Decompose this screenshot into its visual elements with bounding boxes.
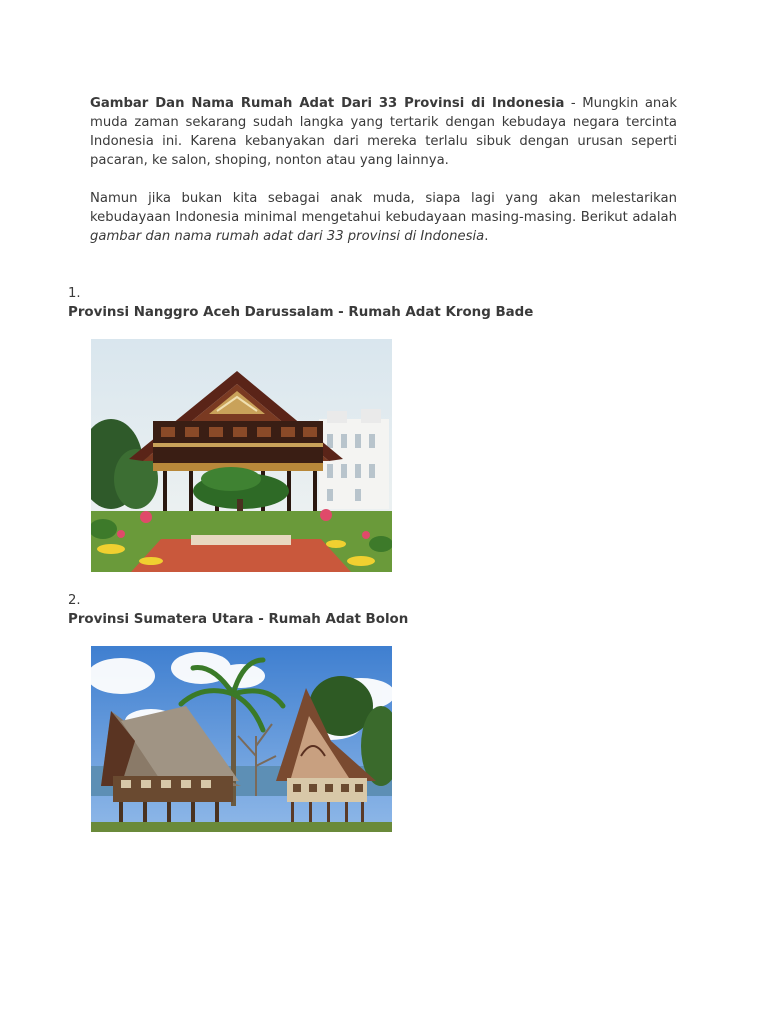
second-paragraph-text: Namun jika bukan kita sebagai anak muda, siapa lagi yang akan melestarikan kebudayaan Indonesia minimal mengetahui kebudayaan masing-masing. Berikut adalah	[90, 191, 677, 225]
entry-number: 1.	[68, 286, 81, 301]
rumah-adat-krong-bade-photo	[91, 339, 392, 572]
second-paragraph-end: .	[484, 229, 489, 244]
second-paragraph-italic: gambar dan nama rumah adat dari 33 provinsi di Indonesia	[90, 229, 485, 244]
intro-text: - Mungkin anak muda zaman sekarang sudah langka yang tertarik dengan kebudaya negara tercinta Indonesia ini. Karena kebanyakan dari mereka terlalu sibuk dengan urusan seperti pacaran, ke salon, shoping, nonton atau yang lainnya.	[90, 96, 677, 168]
rumah-adat-bolon-photo	[91, 646, 392, 832]
intro-title: Gambar Dan Nama Rumah Adat Dari 33 Provinsi di Indonesia	[90, 96, 565, 111]
entry-number: 2.	[68, 593, 81, 608]
intro-paragraph	[90, 94, 677, 170]
second-paragraph	[90, 189, 677, 246]
entry-heading: Provinsi Sumatera Utara - Rumah Adat Bolon	[68, 612, 409, 627]
entry-heading: Provinsi Nanggro Aceh Darussalam - Rumah Adat Krong Bade	[68, 305, 534, 320]
